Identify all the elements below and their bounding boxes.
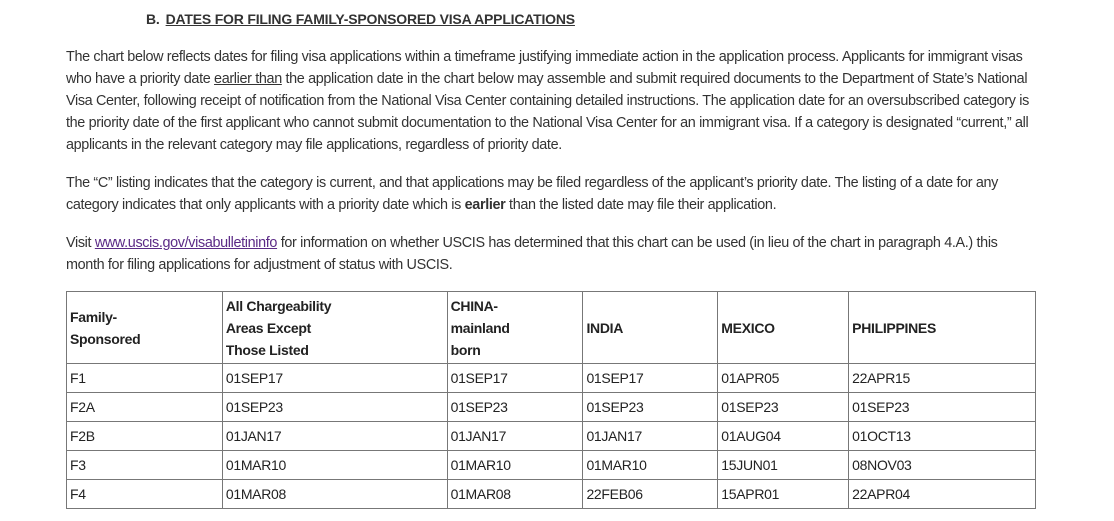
date-cell: 01MAR10 xyxy=(583,451,718,480)
category-cell: F1 xyxy=(67,364,223,393)
header-philippines: PHILIPPINES xyxy=(849,292,1036,364)
family-sponsored-dates-table xyxy=(66,291,1036,509)
uscis-visa-bulletin-link[interactable]: www.uscis.gov/visabulletininfo xyxy=(94,235,278,251)
header-india: INDIA xyxy=(583,292,718,364)
date-cell: 01SEP17 xyxy=(583,364,718,393)
uscis-text-end: for information on whether USCIS has determined that this chart can be used (in lieu of the chart in paragraph 4.A.) this month for filing applications for adjustment of status with USCIS. xyxy=(66,235,998,273)
section-title: DATES FOR FILING FAMILY-SPONSORED VISA APPLICATIONS xyxy=(165,11,575,27)
section-heading xyxy=(146,10,1038,30)
document-page xyxy=(66,0,1038,502)
table-row xyxy=(67,422,1036,451)
table-header-row xyxy=(67,292,1036,364)
date-cell: 01MAR08 xyxy=(222,480,447,509)
uscis-paragraph xyxy=(66,232,1038,276)
date-cell: 01AUG04 xyxy=(718,422,849,451)
date-cell: 01MAR10 xyxy=(222,451,447,480)
category-cell: F2B xyxy=(67,422,223,451)
date-cell: 01SEP23 xyxy=(583,393,718,422)
date-cell: 22APR15 xyxy=(849,364,1036,393)
table-row xyxy=(67,393,1036,422)
date-cell: 01JAN17 xyxy=(222,422,447,451)
date-cell: 01OCT13 xyxy=(849,422,1036,451)
header-mexico: MEXICO xyxy=(718,292,849,364)
header-all-chargeability: All Chargeability Areas Except Those Listed xyxy=(222,292,447,364)
current-text-start: The “C” listing indicates that the category is current, and that applications may be filed regardless of the applicant’s priority date. The listing of a date for any category indicates that only applicants with a priority date which is xyxy=(66,175,999,213)
date-cell: 01MAR08 xyxy=(447,480,583,509)
earlier-emphasis: earlier xyxy=(464,197,506,213)
date-cell: 15JUN01 xyxy=(718,451,849,480)
date-cell: 01JAN17 xyxy=(447,422,583,451)
intro-text-end: the application date in the chart below may assemble and submit required documents to the Department of State’s National Visa Center, following receipt of notification from the National Visa Center containing detailed instructions. The application date for an oversubscribed category is the priority date of the first applicant who cannot submit documentation to the National Visa Center for an immigrant visa. If a category is designated “current,” all applicants in the relevant category may file applications, regardless of priority date. xyxy=(66,71,1029,153)
intro-text-start: The chart below reflects dates for filing visa applications within a timeframe justifying immediate action in the application process. Applicants for immigrant visas who have a priority date xyxy=(66,49,1023,87)
category-cell: F3 xyxy=(67,451,223,480)
date-cell: 01SEP23 xyxy=(447,393,583,422)
earlier-than-emphasis: earlier than xyxy=(214,71,282,87)
date-cell: 01SEP17 xyxy=(222,364,447,393)
current-text-end: than the listed date may file their application. xyxy=(505,197,777,213)
table-row xyxy=(67,364,1036,393)
date-cell: 15APR01 xyxy=(718,480,849,509)
date-cell: 22FEB06 xyxy=(583,480,718,509)
table-row xyxy=(67,480,1036,509)
category-cell: F4 xyxy=(67,480,223,509)
intro-paragraph xyxy=(66,46,1038,156)
date-cell: 01SEP23 xyxy=(718,393,849,422)
date-cell: 08NOV03 xyxy=(849,451,1036,480)
date-cell: 01JAN17 xyxy=(583,422,718,451)
date-cell: 01SEP23 xyxy=(222,393,447,422)
date-cell: 01APR05 xyxy=(718,364,849,393)
current-listing-paragraph xyxy=(66,172,1038,216)
date-cell: 01SEP17 xyxy=(447,364,583,393)
section-letter: B. xyxy=(146,11,160,27)
header-china: CHINA- mainland born xyxy=(447,292,583,364)
header-family-sponsored: Family- Sponsored xyxy=(67,292,223,364)
visit-text: Visit xyxy=(66,235,95,251)
date-cell: 01MAR10 xyxy=(447,451,583,480)
date-cell: 01SEP23 xyxy=(849,393,1036,422)
table-row xyxy=(67,451,1036,480)
category-cell: F2A xyxy=(67,393,223,422)
date-cell: 22APR04 xyxy=(849,480,1036,509)
